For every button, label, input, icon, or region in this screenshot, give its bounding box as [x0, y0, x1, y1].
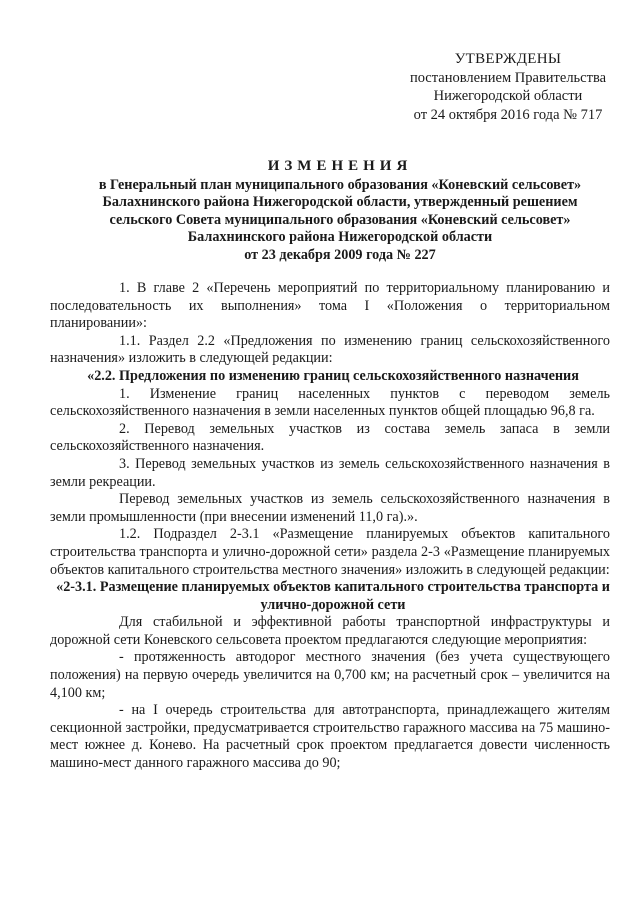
approval-line-3: от 24 октября 2016 года № 717 — [413, 106, 603, 123]
document-title — [60, 158, 620, 265]
list-item-2: 2. Перевод земельных участков из состава земель запаса в земли сельскохозяйственного назначения. — [50, 420, 610, 455]
heading-2-3-1: «2-3.1. Размещение планируемых объектов капитального строительства транспорта и улично-дорожной сети — [56, 579, 610, 613]
list-item-3: 3. Перевод земельных участков из земель сельскохозяйственного назначения в земли рекреации. — [50, 455, 610, 490]
title-main: ИЗМЕНЕНИЯ — [267, 158, 413, 174]
approval-line-1: постановлением Правительства — [409, 69, 607, 86]
bullet-item-2: - на I очередь строительства для автотранспорта, принадлежащего жителям секционной застройки, предусматривается строительство гаражного массива на 75 машино-мест южнее д. Конево. На расчетный срок проектом предлагается довести численность машино-мест данного гаражного массива до 90; — [50, 702, 610, 772]
list-item-4: Перевод земельных участков из земель сельскохозяйственного назначения в земли промышленности (при внесении изменений 11,0 га).». — [50, 491, 610, 525]
document-body — [50, 280, 610, 773]
title-line-3: сельского Совета муниципального образования «Коневский сельсовет» — [109, 211, 571, 228]
approval-stamp — [392, 50, 624, 124]
approval-heading: УТВЕРЖДЕНЫ — [454, 51, 562, 67]
title-line-1: в Генеральный план муниципального образования «Коневский сельсовет» — [98, 176, 582, 193]
title-line-5: от 23 декабря 2009 года № 227 — [244, 246, 436, 263]
list-item-1: 1. Изменение границ населенных пунктов с переводом земель сельскохозяйственного назначения в земли населенных пунктов общей площадью 96,8 га. — [50, 385, 610, 420]
title-line-4: Балахнинского района Нижегородской области — [187, 229, 493, 246]
heading-2-2: «2.2. Предложения по изменению границ сельскохозяйственного назначения — [87, 367, 579, 384]
paragraph-1-2: 1.2. Подраздел 2-3.1 «Размещение планируемых объектов капитального строительства транспорта и улично-дорожной сети» раздела 2-3 «Размещение планируемых объектов капитального строительства местного значения» изложить в следующей редакции: — [50, 526, 610, 578]
title-line-2: Балахнинского района Нижегородской области, утвержденный решением — [102, 194, 578, 211]
bullet-item-1: - протяженность автодорог местного значения (без учета существующего положения) на первую очередь увеличится на 0,700 км; на расчетный срок – увеличится на 4,100 км; — [50, 649, 610, 701]
intro-paragraph: Для стабильной и эффективной работы транспортной инфраструктуры и дорожной сети Коневского сельсовета проектом предлагаются следующие мероприятия: — [50, 614, 610, 648]
approval-line-2: Нижегородской области — [433, 88, 583, 104]
paragraph-1: 1. В главе 2 «Перечень мероприятий по территориальному планированию и последовательность их выполнения» тома I «Положения о территориальном планировании»: — [50, 280, 610, 332]
paragraph-1-1: 1.1. Раздел 2.2 «Предложения по изменению границ сельскохозяйственного назначения» изложить в следующей редакции: — [50, 332, 610, 367]
